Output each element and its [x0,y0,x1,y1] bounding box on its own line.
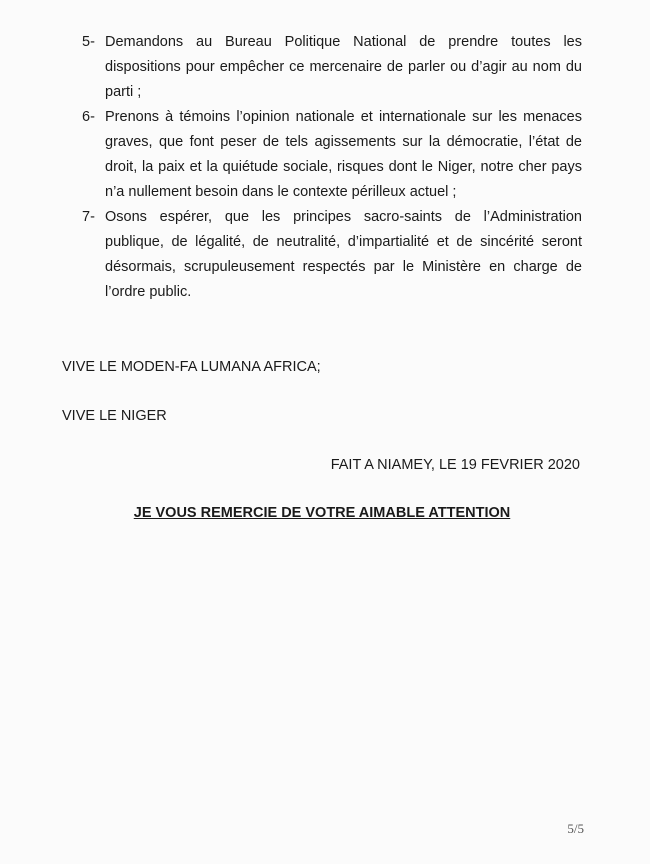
list-item-number: 6- [82,109,95,125]
closing-statement [0,503,650,523]
closing-text: JE VOUS REMERCIE DE VOTRE AIMABLE ATTENTION [133,505,511,521]
list-item-number: 5- [82,34,95,50]
list-item-5 [82,30,582,105]
list-item-7 [82,205,582,305]
slogan-country: VIVE LE NIGER [62,408,167,424]
list-item-6 [82,105,582,205]
page-number: 5/5 [567,821,584,836]
slogan-party: VIVE LE MODEN-FA LUMANA AFRICA; [62,359,321,375]
list-item-text: Prenons à témoins l’opinion nationale et internationale sur les menaces graves, que font peser de tels agissements sur la démocratie, l’état de droit, la paix et la quiétude sociale, risques dont le Niger, notre cher pays n’a nullement besoin dans le contexte périlleux actuel ; [105,109,582,200]
list-item-number: 7- [82,209,95,225]
list-item-text: Demandons au Bureau Politique National de prendre toutes les dispositions pour empêcher ce mercenaire de parler ou d’agir au nom du parti ; [105,34,582,100]
list-item-text: Osons espérer, que les principes sacro-saints de l’Administration publique, de légalité, de neutralité, d’impartialité et de sincérité seront désormais, scrupuleusement respectés par le Ministère en charge de l’ordre public. [105,209,582,300]
place-date: FAIT A NIAMEY, LE 19 FEVRIER 2020 [330,457,580,473]
